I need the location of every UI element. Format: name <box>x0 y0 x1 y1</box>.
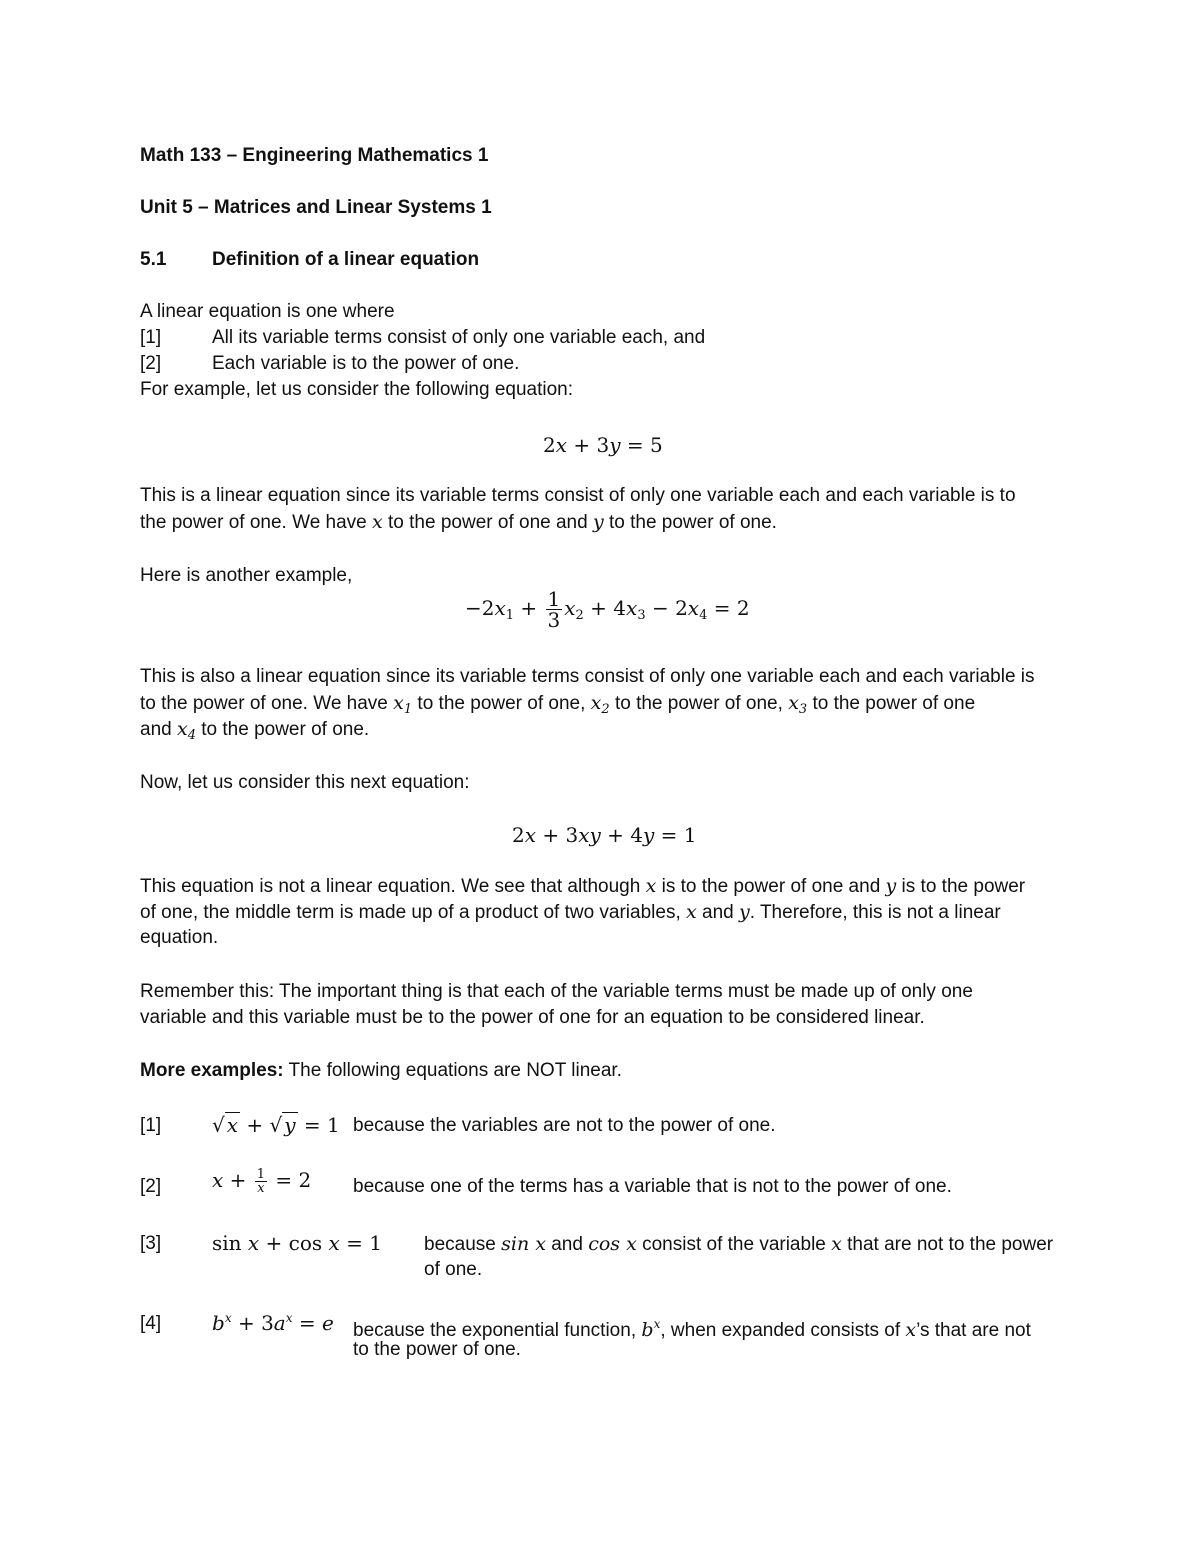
example-3-equation: sin x + cos x = 1 <box>212 1231 383 1255</box>
definition-item-2: Each variable is to the power of one. <box>212 353 520 374</box>
example-2-reason: because one of the terms has a variable that is not to the power of one. <box>353 1176 952 1197</box>
para1-line2: the power of one. We have x to the power of one and y to the power of one. <box>140 511 777 533</box>
example-3-reason-line2: of one. <box>424 1259 483 1280</box>
example-2-equation: x + $\frac{1}{x}$ = 2 <box>212 1167 312 1196</box>
definition-intro: A linear equation is one where <box>140 301 395 322</box>
unit-title: Unit 5 – Matrices and Linear Systems 1 <box>140 197 492 218</box>
para5-line3: equation. <box>140 927 219 948</box>
example-4-marker: [4] <box>140 1313 162 1334</box>
para4-intro: Now, let us consider this next equation: <box>140 772 470 793</box>
example-1-equation: √ x + √ y = 1 <box>212 1113 340 1137</box>
para3-line3: and $x_4$ to the power of one. <box>140 718 370 743</box>
definition-marker-1: [1] <box>140 327 162 348</box>
more-examples-line: More examples: The following equations are NOT linear. <box>140 1060 622 1081</box>
para5-line2: of one, the middle term is made up of a product of two variables, x and y. Therefore, this is not a linear <box>140 901 1001 923</box>
para1-line1: This is a linear equation since its variable terms consist of only one variable each and each variable is to <box>140 485 1016 506</box>
example-1-reason: because the variables are not to the power of one. <box>353 1115 776 1136</box>
course-title: Math 133 – Engineering Mathematics 1 <box>140 145 489 166</box>
example-3-reason: because sin x and cos x consist of the variable x that are not to the power <box>424 1233 1054 1255</box>
definition-item-1: All its variable terms consist of only one variable each, and <box>212 327 706 348</box>
example-intro: For example, let us consider the following equation: <box>140 379 574 400</box>
equation-2: $-2x_1$ + $\frac{1}{3}$ $x_2 + 4x_3 - 2x_4 = 2$ <box>465 587 750 632</box>
example-4-equation: $b^x + 3a^x = e$ <box>212 1311 334 1335</box>
para6-line2: variable and this variable must be to the power of one for an equation to be considered linear. <box>140 1007 925 1028</box>
section-number: 5.1 <box>140 249 167 270</box>
para3-line1: This is also a linear equation since its variable terms consist of only one variable each and each variable is <box>140 666 1035 687</box>
example-1-marker: [1] <box>140 1115 162 1136</box>
definition-marker-2: [2] <box>140 353 162 374</box>
equation-1: 2x + 3y = 5 <box>543 433 663 457</box>
para6-line1: Remember this: The important thing is that each of the variable terms must be made up of only one <box>140 981 973 1002</box>
para5-line1: This equation is not a linear equation. We see that although x is to the power of one and y is to the power <box>140 875 1026 897</box>
equation-3: 2x + 3xy + 4y = 1 <box>512 823 697 847</box>
example-3-marker: [3] <box>140 1233 162 1254</box>
para2-intro: Here is another example, <box>140 565 353 586</box>
example-4-reason: because the exponential function, $b^x$, when expanded consists of x’s that are not <box>353 1317 1031 1341</box>
para3-line2: to the power of one. We have $x_1$ to the power of one, $x_2$ to the power of one, $x_3$ to the power of one <box>140 692 976 717</box>
example-2-marker: [2] <box>140 1176 162 1197</box>
example-4-reason-line2: to the power of one. <box>353 1339 521 1360</box>
section-title: Definition of a linear equation <box>212 249 480 270</box>
